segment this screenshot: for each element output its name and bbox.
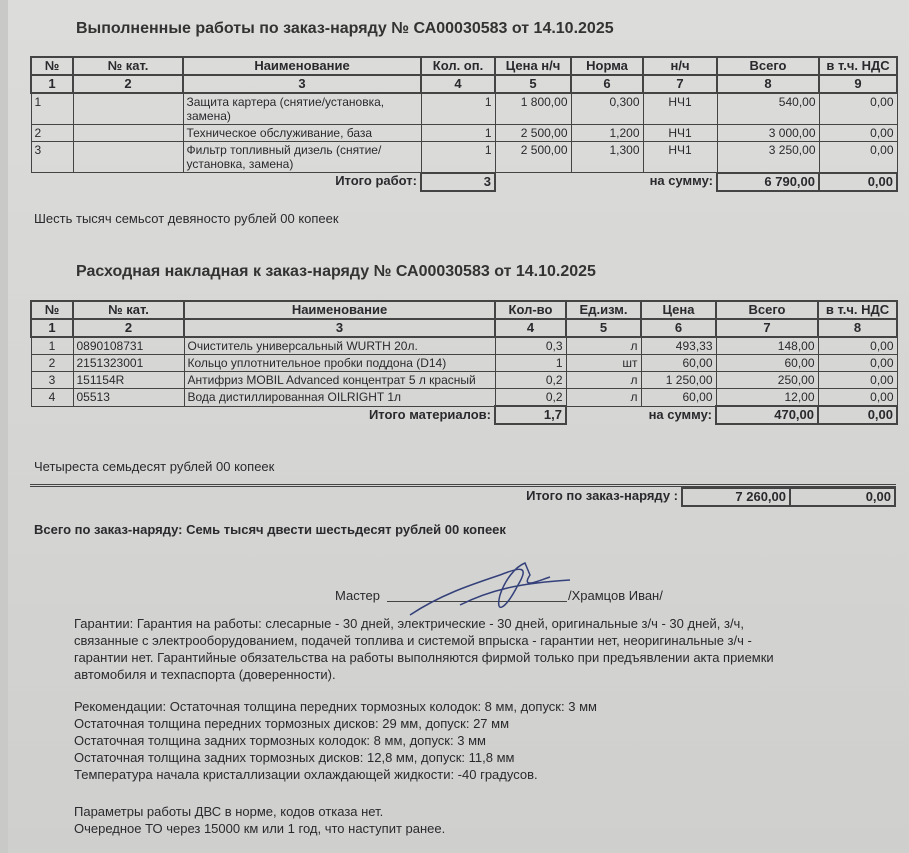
cell: Наименование <box>183 57 421 75</box>
cell: 0890108731 <box>73 337 184 355</box>
table-row <box>31 301 897 319</box>
cell: 3 250,00 <box>717 142 819 173</box>
grand-total-label: Итого по заказ-наряду : <box>526 488 678 503</box>
cell: Всего <box>717 57 819 75</box>
cell: л <box>566 372 641 389</box>
cell: Фильтр топливный дизель (снятие/установка, замена) <box>183 142 421 173</box>
cell: 0,00 <box>818 372 897 389</box>
cell: № <box>31 57 73 75</box>
grand-total-words: Всего по заказ-наряду: Семь тысяч двести шестьдесят рублей 00 копеек <box>34 522 506 537</box>
materials-table <box>30 300 898 425</box>
cell: НЧ1 <box>643 125 717 142</box>
cell: Кол. оп. <box>421 57 495 75</box>
cell: в т.ч. НДС <box>819 57 897 75</box>
cell: 05513 <box>73 389 184 407</box>
cell: 0,3 <box>495 337 566 355</box>
table-row <box>31 75 897 93</box>
cell: № кат. <box>73 57 183 75</box>
cell: 8 <box>818 319 897 337</box>
cell: 3 <box>31 372 73 389</box>
cell: 1 <box>31 93 73 125</box>
cell: № <box>31 301 73 319</box>
cell: Кол-во <box>495 301 566 319</box>
cell: 493,33 <box>641 337 716 355</box>
cell: 4 <box>31 389 73 407</box>
table-row <box>31 57 897 75</box>
cell: 3 000,00 <box>717 125 819 142</box>
cell: 1 <box>421 125 495 142</box>
cell: Норма <box>571 57 643 75</box>
recommendation-line: Остаточная толщина задних тормозных колодок: 8 мм, допуск: 3 мм <box>74 733 486 748</box>
cell: 1 800,00 <box>495 93 571 125</box>
cell: 1,300 <box>571 142 643 173</box>
note-line: Параметры работы ДВС в норме, кодов отказа нет. <box>74 804 384 819</box>
cell: 1 <box>421 93 495 125</box>
table-row <box>31 142 897 173</box>
cell: Кольцо уплотнительное пробки поддона (D14) <box>184 355 495 372</box>
cell: Антифриз MOBIL Advanced концентрат 5 л красный <box>184 372 495 389</box>
cell: 250,00 <box>716 372 818 389</box>
cell: 5 <box>495 75 571 93</box>
cell: 8 <box>717 75 819 93</box>
cell: 0,00 <box>819 142 897 173</box>
cell: 0,00 <box>818 389 897 407</box>
cell: Цена н/ч <box>495 57 571 75</box>
cell <box>73 93 183 125</box>
table-row <box>31 355 897 372</box>
cell: шт <box>566 355 641 372</box>
cell: 60,00 <box>641 355 716 372</box>
cell: 1 <box>31 75 73 93</box>
cell: 5 <box>566 319 641 337</box>
cell: 151154R <box>73 372 184 389</box>
cell: 6 <box>571 75 643 93</box>
cell: 2 500,00 <box>495 125 571 142</box>
cell: 0,00 <box>819 125 897 142</box>
cell: 0,300 <box>571 93 643 125</box>
cell: 2 <box>31 125 73 142</box>
cell: 3 <box>183 75 421 93</box>
cell: № кат. <box>73 301 184 319</box>
amount-in-words: Четыреста семьдесят рублей 00 копеек <box>34 459 275 474</box>
cell: 2 <box>73 75 183 93</box>
cell: 540,00 <box>717 93 819 125</box>
cell: Наименование <box>184 301 495 319</box>
recommendation-line: Рекомендации: Остаточная толщина передних тормозных колодок: 8 мм, допуск: 3 мм <box>74 699 597 714</box>
cell: л <box>566 389 641 407</box>
cell: 12,00 <box>716 389 818 407</box>
cell: Защита картера (снятие/установка, замена) <box>183 93 421 125</box>
cell: Очиститель универсальный WURTH 20л. <box>184 337 495 355</box>
recommendation-line: Остаточная толщина передних тормозных дисков: 29 мм, допуск: 27 мм <box>74 716 510 731</box>
cell: 1 250,00 <box>641 372 716 389</box>
cell: 2 500,00 <box>495 142 571 173</box>
cell: 1,200 <box>571 125 643 142</box>
sum-label: на сумму: <box>649 173 713 188</box>
cell: 3 <box>31 142 73 173</box>
cell: 6 <box>641 319 716 337</box>
cell: 2 <box>31 355 73 372</box>
total-label: Итого работ: <box>335 173 417 188</box>
table-row <box>31 319 897 337</box>
cell: 0,00 <box>819 93 897 125</box>
cell: 148,00 <box>716 337 818 355</box>
cell: н/ч <box>643 57 717 75</box>
grand-total-row <box>30 487 896 507</box>
vat-value: 0,00 <box>819 173 897 191</box>
sum-value: 470,00 <box>716 406 818 424</box>
cell: 60,00 <box>641 389 716 407</box>
grand-total-sum: 7 260,00 <box>682 488 790 506</box>
works-title: Выполненные работы по заказ-наряду № СА00030583 от 14.10.2025 <box>76 20 614 37</box>
works-table <box>30 56 898 192</box>
cell: 60,00 <box>716 355 818 372</box>
recommendations <box>74 698 597 783</box>
cell: 1 <box>421 142 495 173</box>
cell: 4 <box>495 319 566 337</box>
master-name: /Храмцов Иван/ <box>568 588 663 603</box>
table-row <box>31 125 897 142</box>
table-row <box>31 93 897 125</box>
master-label: Мастер <box>335 588 380 603</box>
cell: 0,2 <box>495 372 566 389</box>
recommendation-line: Температура начала кристаллизации охлаждающей жидкости: -40 градусов. <box>74 767 538 782</box>
cell: 4 <box>421 75 495 93</box>
cell: 7 <box>643 75 717 93</box>
table-row <box>31 337 897 355</box>
cell: в т.ч. НДС <box>818 301 897 319</box>
cell <box>73 142 183 173</box>
cell <box>73 125 183 142</box>
warranty-text: Гарантии: Гарантия на работы: слесарные - 30 дней, электрические - 30 дней, оригинальные з/ч - 30 дней, з/ч, связанные с электрооборудованием, подачей топлива и системой впрыска - гарантии нет, неоригинальные з/ч - гарантии нет. Гарантийные обязательства на работы выполняются фирмой только при предъявлении акта приемки автомобиля и техпаспорта (доверенности). <box>74 616 774 682</box>
cell: 9 <box>819 75 897 93</box>
recommendation-line: Остаточная толщина задних тормозных дисков: 12,8 мм, допуск: 11,8 мм <box>74 750 515 765</box>
cell: 0,2 <box>495 389 566 407</box>
materials-title: Расходная накладная к заказ-наряду № СА00030583 от 14.10.2025 <box>76 263 596 280</box>
cell: НЧ1 <box>643 142 717 173</box>
cell: 3 <box>184 319 495 337</box>
table-row <box>31 389 897 407</box>
cell: Ед.изм. <box>566 301 641 319</box>
cell: 0,00 <box>818 337 897 355</box>
cell: 2 <box>73 319 184 337</box>
cell: Всего <box>716 301 818 319</box>
cell: 2151323001 <box>73 355 184 372</box>
total-count: 1,7 <box>495 406 566 424</box>
sum-label: на сумму: <box>648 406 712 422</box>
table-row <box>31 372 897 389</box>
cell: 1 <box>31 319 73 337</box>
cell: Цена <box>641 301 716 319</box>
total-count: 3 <box>421 173 495 191</box>
cell: 1 <box>495 355 566 372</box>
cell: НЧ1 <box>643 93 717 125</box>
cell: 0,00 <box>818 355 897 372</box>
cell: л <box>566 337 641 355</box>
cell: 7 <box>716 319 818 337</box>
note-line: Очередное ТО через 15000 км или 1 год, что наступит ранее. <box>74 821 446 836</box>
grand-total-vat: 0,00 <box>790 488 895 506</box>
cell: Техническое обслуживание, база <box>183 125 421 142</box>
sum-value: 6 790,00 <box>717 173 819 191</box>
total-label: Итого материалов: <box>368 406 491 422</box>
cell: 1 <box>31 337 73 355</box>
amount-in-words: Шесть тысяч семьсот девяносто рублей 00 копеек <box>34 211 339 226</box>
cell: Вода дистиллированная OILRIGHT 1л <box>184 389 495 407</box>
vat-value: 0,00 <box>818 406 897 424</box>
